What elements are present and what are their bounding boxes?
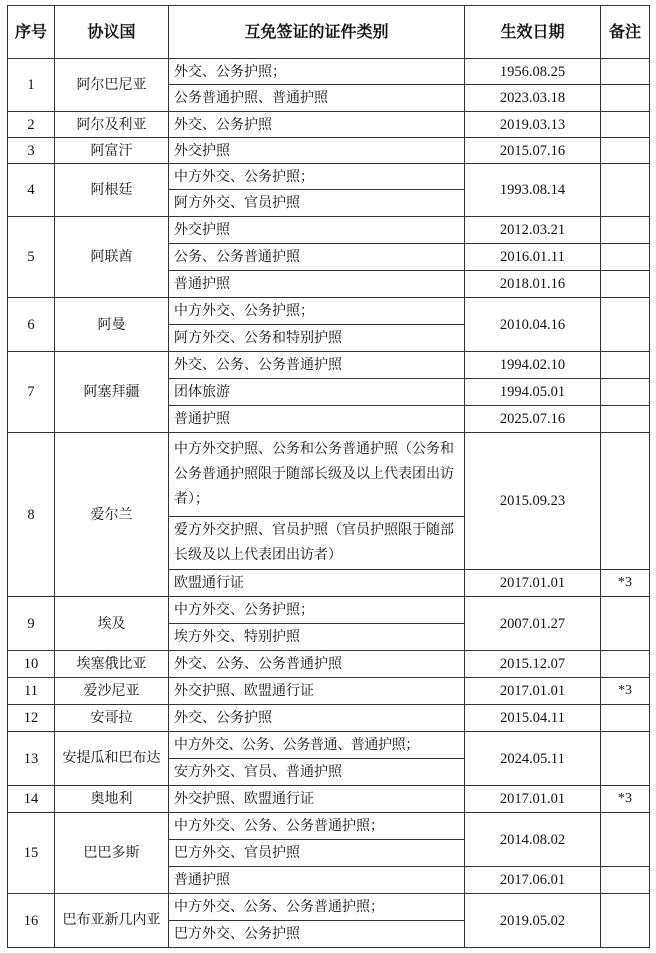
- note-cell: [601, 379, 650, 406]
- country-cell: 阿尔巴尼亚: [55, 59, 169, 112]
- table-row: [8, 705, 650, 732]
- date-cell: 1994.05.01: [465, 379, 601, 406]
- category-cell: 中方外交、公务、公务普通、普通护照；: [169, 732, 465, 759]
- seq-cell: 12: [8, 705, 55, 732]
- country-cell: 巴布亚新几内亚: [55, 894, 169, 948]
- country-cell: 阿曼: [55, 298, 169, 352]
- date-cell: 2012.03.21: [465, 217, 601, 244]
- date-cell: 2010.04.16: [465, 298, 601, 352]
- visa-exemption-table-container: [7, 5, 650, 948]
- note-cell: [601, 138, 650, 164]
- note-cell: [601, 705, 650, 732]
- note-cell: [601, 271, 650, 298]
- category-cell: 普通护照: [169, 406, 465, 433]
- header-category: 互免签证的证件类别: [169, 6, 465, 59]
- category-cell: 埃方外交、特别护照: [169, 624, 465, 651]
- table-row: [8, 786, 650, 813]
- country-cell: 阿富汗: [55, 138, 169, 164]
- table-row: [8, 352, 650, 379]
- note-cell: [601, 813, 650, 867]
- seq-cell: 7: [8, 352, 55, 433]
- date-cell: 2019.05.02: [465, 894, 601, 948]
- date-cell: 2024.05.11: [465, 732, 601, 786]
- note-cell: [601, 597, 650, 651]
- country-cell: 阿尔及利亚: [55, 112, 169, 138]
- category-cell: 中方外交、公务护照；: [169, 164, 465, 190]
- note-cell: [601, 732, 650, 786]
- table-row: [8, 112, 650, 138]
- table-row: [8, 59, 650, 85]
- seq-cell: 3: [8, 138, 55, 164]
- note-cell: *3: [601, 786, 650, 813]
- header-date: 生效日期: [465, 6, 601, 59]
- country-cell: 埃及: [55, 597, 169, 651]
- date-cell: 2019.03.13: [465, 112, 601, 138]
- seq-cell: 16: [8, 894, 55, 948]
- country-cell: 阿根廷: [55, 164, 169, 217]
- note-cell: [601, 352, 650, 379]
- category-cell: 外交护照、欧盟通行证: [169, 678, 465, 705]
- note-cell: [601, 59, 650, 85]
- category-cell: 巴方外交、官员护照: [169, 840, 465, 867]
- note-cell: [601, 244, 650, 271]
- category-cell: 中方外交、公务护照；: [169, 298, 465, 325]
- date-cell: 2015.07.16: [465, 138, 601, 164]
- date-cell: 1994.02.10: [465, 352, 601, 379]
- date-cell: 2015.12.07: [465, 651, 601, 678]
- seq-cell: 1: [8, 59, 55, 112]
- date-cell: 2014.08.02: [465, 813, 601, 867]
- date-cell: 1993.08.14: [465, 164, 601, 217]
- seq-cell: 5: [8, 217, 55, 298]
- seq-cell: 8: [8, 433, 55, 597]
- country-cell: 阿联酋: [55, 217, 169, 298]
- seq-cell: 11: [8, 678, 55, 705]
- note-cell: [601, 433, 650, 570]
- table-row: [8, 678, 650, 705]
- country-cell: 爱沙尼亚: [55, 678, 169, 705]
- header-country: 协议国: [55, 6, 169, 59]
- note-cell: *3: [601, 570, 650, 597]
- note-cell: [601, 164, 650, 217]
- category-cell: 中方外交、公务、公务普通护照；: [169, 813, 465, 840]
- note-cell: [601, 651, 650, 678]
- note-cell: [601, 406, 650, 433]
- date-cell: 2016.01.11: [465, 244, 601, 271]
- seq-cell: 13: [8, 732, 55, 786]
- header-seq: 序号: [8, 6, 55, 59]
- table-row: [8, 597, 650, 624]
- category-cell: 外交、公务护照；: [169, 59, 465, 85]
- category-cell: 中方外交、公务、公务普通护照；: [169, 894, 465, 921]
- category-cell: 外交、公务护照: [169, 112, 465, 138]
- note-cell: *3: [601, 678, 650, 705]
- country-cell: 埃塞俄比亚: [55, 651, 169, 678]
- note-cell: [601, 298, 650, 352]
- category-cell: 阿方外交、官员护照: [169, 190, 465, 217]
- seq-cell: 4: [8, 164, 55, 217]
- seq-cell: 15: [8, 813, 55, 894]
- country-cell: 奥地利: [55, 786, 169, 813]
- note-cell: [601, 867, 650, 894]
- category-cell: 阿方外交、公务和特别护照: [169, 325, 465, 352]
- category-cell: 中方外交护照、公务和公务普通护照（公务和公务普通护照限于随部长级及以上代表团出访者）；: [169, 433, 465, 517]
- country-cell: 巴巴多斯: [55, 813, 169, 894]
- category-cell: 外交护照: [169, 217, 465, 244]
- date-cell: 2015.09.23: [465, 433, 601, 570]
- note-cell: [601, 112, 650, 138]
- seq-cell: 2: [8, 112, 55, 138]
- category-cell: 普通护照: [169, 867, 465, 894]
- date-cell: 2017.01.01: [465, 786, 601, 813]
- category-cell: 外交、公务护照: [169, 705, 465, 732]
- note-cell: [601, 894, 650, 948]
- seq-cell: 14: [8, 786, 55, 813]
- visa-exemption-table: [7, 5, 650, 948]
- note-cell: [601, 85, 650, 112]
- category-cell: 外交护照: [169, 138, 465, 164]
- table-row: [8, 138, 650, 164]
- note-cell: [601, 217, 650, 244]
- header-row: [8, 6, 650, 59]
- date-cell: 2017.01.01: [465, 678, 601, 705]
- country-cell: 爱尔兰: [55, 433, 169, 597]
- country-cell: 安提瓜和巴布达: [55, 732, 169, 786]
- table-row: [8, 732, 650, 759]
- seq-cell: 10: [8, 651, 55, 678]
- table-row: [8, 651, 650, 678]
- seq-cell: 6: [8, 298, 55, 352]
- category-cell: 巴方外交、公务护照: [169, 921, 465, 948]
- table-row: [8, 298, 650, 325]
- category-cell: 爱方外交护照、官员护照（官员护照限于随部长级及以上代表团出访者）: [169, 517, 465, 570]
- date-cell: 2017.01.01: [465, 570, 601, 597]
- table-row: [8, 813, 650, 840]
- category-cell: 外交护照、欧盟通行证: [169, 786, 465, 813]
- category-cell: 欧盟通行证: [169, 570, 465, 597]
- country-cell: 安哥拉: [55, 705, 169, 732]
- category-cell: 团体旅游: [169, 379, 465, 406]
- date-cell: 2023.03.18: [465, 85, 601, 112]
- table-row: [8, 164, 650, 190]
- country-cell: 阿塞拜疆: [55, 352, 169, 433]
- category-cell: 中方外交、公务护照；: [169, 597, 465, 624]
- table-row: [8, 894, 650, 921]
- table-row: [8, 217, 650, 244]
- date-cell: 1956.08.25: [465, 59, 601, 85]
- category-cell: 公务普通护照、普通护照: [169, 85, 465, 112]
- date-cell: 2025.07.16: [465, 406, 601, 433]
- date-cell: 2018.01.16: [465, 271, 601, 298]
- category-cell: 外交、公务、公务普通护照: [169, 651, 465, 678]
- category-cell: 普通护照: [169, 271, 465, 298]
- table-row: [8, 433, 650, 517]
- header-note: 备注: [601, 6, 650, 59]
- category-cell: 安方外交、官员、普通护照: [169, 759, 465, 786]
- seq-cell: 9: [8, 597, 55, 651]
- date-cell: 2017.06.01: [465, 867, 601, 894]
- category-cell: 公务、公务普通护照: [169, 244, 465, 271]
- date-cell: 2007.01.27: [465, 597, 601, 651]
- category-cell: 外交、公务、公务普通护照: [169, 352, 465, 379]
- date-cell: 2015.04.11: [465, 705, 601, 732]
